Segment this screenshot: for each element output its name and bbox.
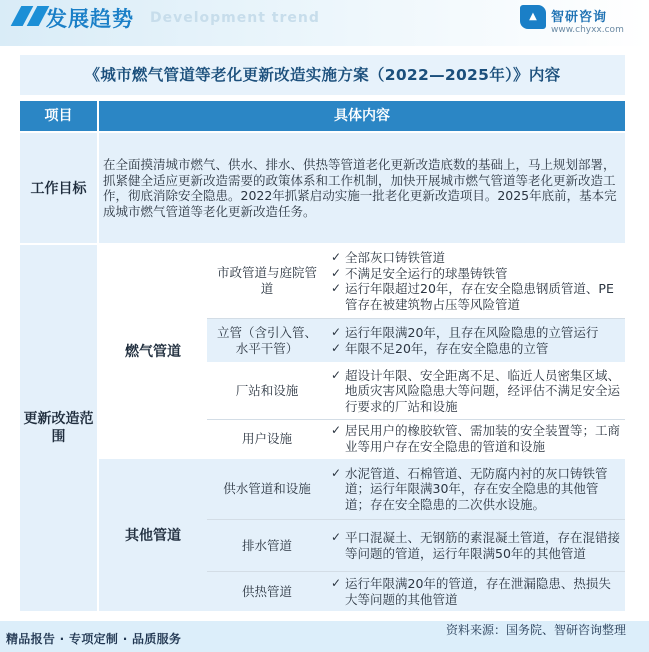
- list-item: ✓ 年限不足20年，存在安全隐患的立管: [331, 340, 549, 356]
- items-municipal: [327, 245, 625, 317]
- footer-slogan: 精品报告 · 专项定制 · 品质服务: [6, 632, 182, 646]
- goal-text: 在全面摸清城市燃气、供水、排水、供热等管道老化更新改造底数的基础上，马上规划部署，抓紧健全适应更新改造需要的政策体系和工作机制，加快开展城市燃气管道等老化更新改造工作，彻底消除安全隐患。2022年抓紧启动实施一批老化更新改造项目。2025年底前，基本完成城市燃气管道等老化更新改造任务。: [99, 133, 625, 243]
- items-riser: [327, 319, 625, 362]
- goal-label: 工作目标: [20, 133, 97, 243]
- check-icon: ✓: [331, 340, 342, 355]
- header-banner: [0, 0, 649, 46]
- list-item: ✓ 居民用户的橡胶软管、需加装的安全装置等；工商业等用户存在安全隐患的管道和设施: [331, 423, 621, 454]
- list-item: ✓ 全部灰口铸铁管道: [331, 250, 446, 265]
- items-drainage: [327, 520, 625, 571]
- table-header-item: 项目: [20, 101, 97, 131]
- scope-label: 更新改造范围: [20, 245, 97, 611]
- section-title: 发展趋势: [46, 7, 134, 31]
- list-item: ✓ 运行年限超过20年，存在安全隐患钢质管道、PE管存在被建筑物占压等风险管道: [331, 281, 614, 312]
- subcategory-heating: 供热管道: [207, 572, 327, 611]
- logo-icon: ▲: [520, 5, 546, 29]
- list-item: ✓ 运行年限满20年，且存在风险隐患的立管运行: [331, 325, 599, 340]
- check-icon: ✓: [331, 325, 342, 339]
- subcategory-riser: 立管（含引入管、水平干管）: [207, 319, 327, 362]
- brand-logo[interactable]: [520, 4, 640, 38]
- subcategory-user: 用户设施: [207, 420, 327, 457]
- brand-name: 智研咨询: [551, 10, 608, 25]
- list-item: ✓ 超设计年限、安全距离不足、临近人员密集区域、地质灾害风险隐患大等问题，经评估不满足安全运行要求的厂站和设施: [331, 367, 621, 414]
- items-water: [327, 459, 625, 519]
- list-item: ✓ 水泥管道、石棉管道、无防腐内衬的灰口铸铁管道；运行年限满30年，存在安全隐患的其他管道；存在安全隐患的二次供水设施。: [331, 465, 608, 512]
- section-title-ghost: Development trend: [150, 10, 320, 26]
- check-icon: ✓: [331, 530, 342, 544]
- list-item: ✓ 运行年限满20年的管道，存在泄漏隐患、热损失大等问题的其他管道: [331, 576, 611, 607]
- brand-url: www.chyxx.com: [551, 25, 624, 35]
- check-icon: ✓: [331, 367, 342, 382]
- check-icon: ✓: [331, 265, 342, 280]
- subcategory-drainage: 排水管道: [207, 520, 327, 571]
- list-item: ✓ 平口混凝土、无钢筋的素混凝土管道，存在混错接等问题的管道，运行年限满50年的其他管道: [331, 530, 621, 561]
- check-icon: ✓: [331, 465, 342, 480]
- check-icon: ✓: [331, 423, 342, 437]
- check-icon: ✓: [331, 281, 342, 295]
- check-icon: ✓: [331, 250, 342, 264]
- group-label-other: 其他管道: [99, 459, 207, 611]
- group-label-gas: 燃气管道: [99, 245, 207, 457]
- footer-source: 资料来源：国务院、智研咨询整理: [446, 623, 627, 637]
- table-header-content: 具体内容: [99, 101, 625, 131]
- check-icon: ✓: [331, 576, 342, 590]
- items-user: [327, 420, 625, 457]
- items-stations: [327, 363, 625, 419]
- document-title: 《城市燃气管道等老化更新改造实施方案（2022—2025年）》内容: [20, 55, 625, 95]
- subcategory-water: 供水管道和设施: [207, 459, 327, 519]
- items-heating: [327, 572, 625, 611]
- subcategory-municipal: 市政管道与庭院管道: [207, 245, 327, 317]
- header-chevron-icon: [10, 6, 44, 26]
- subcategory-stations: 厂站和设施: [207, 363, 327, 419]
- list-item: ✓ 不满足安全运行的球墨铸铁管: [331, 265, 508, 281]
